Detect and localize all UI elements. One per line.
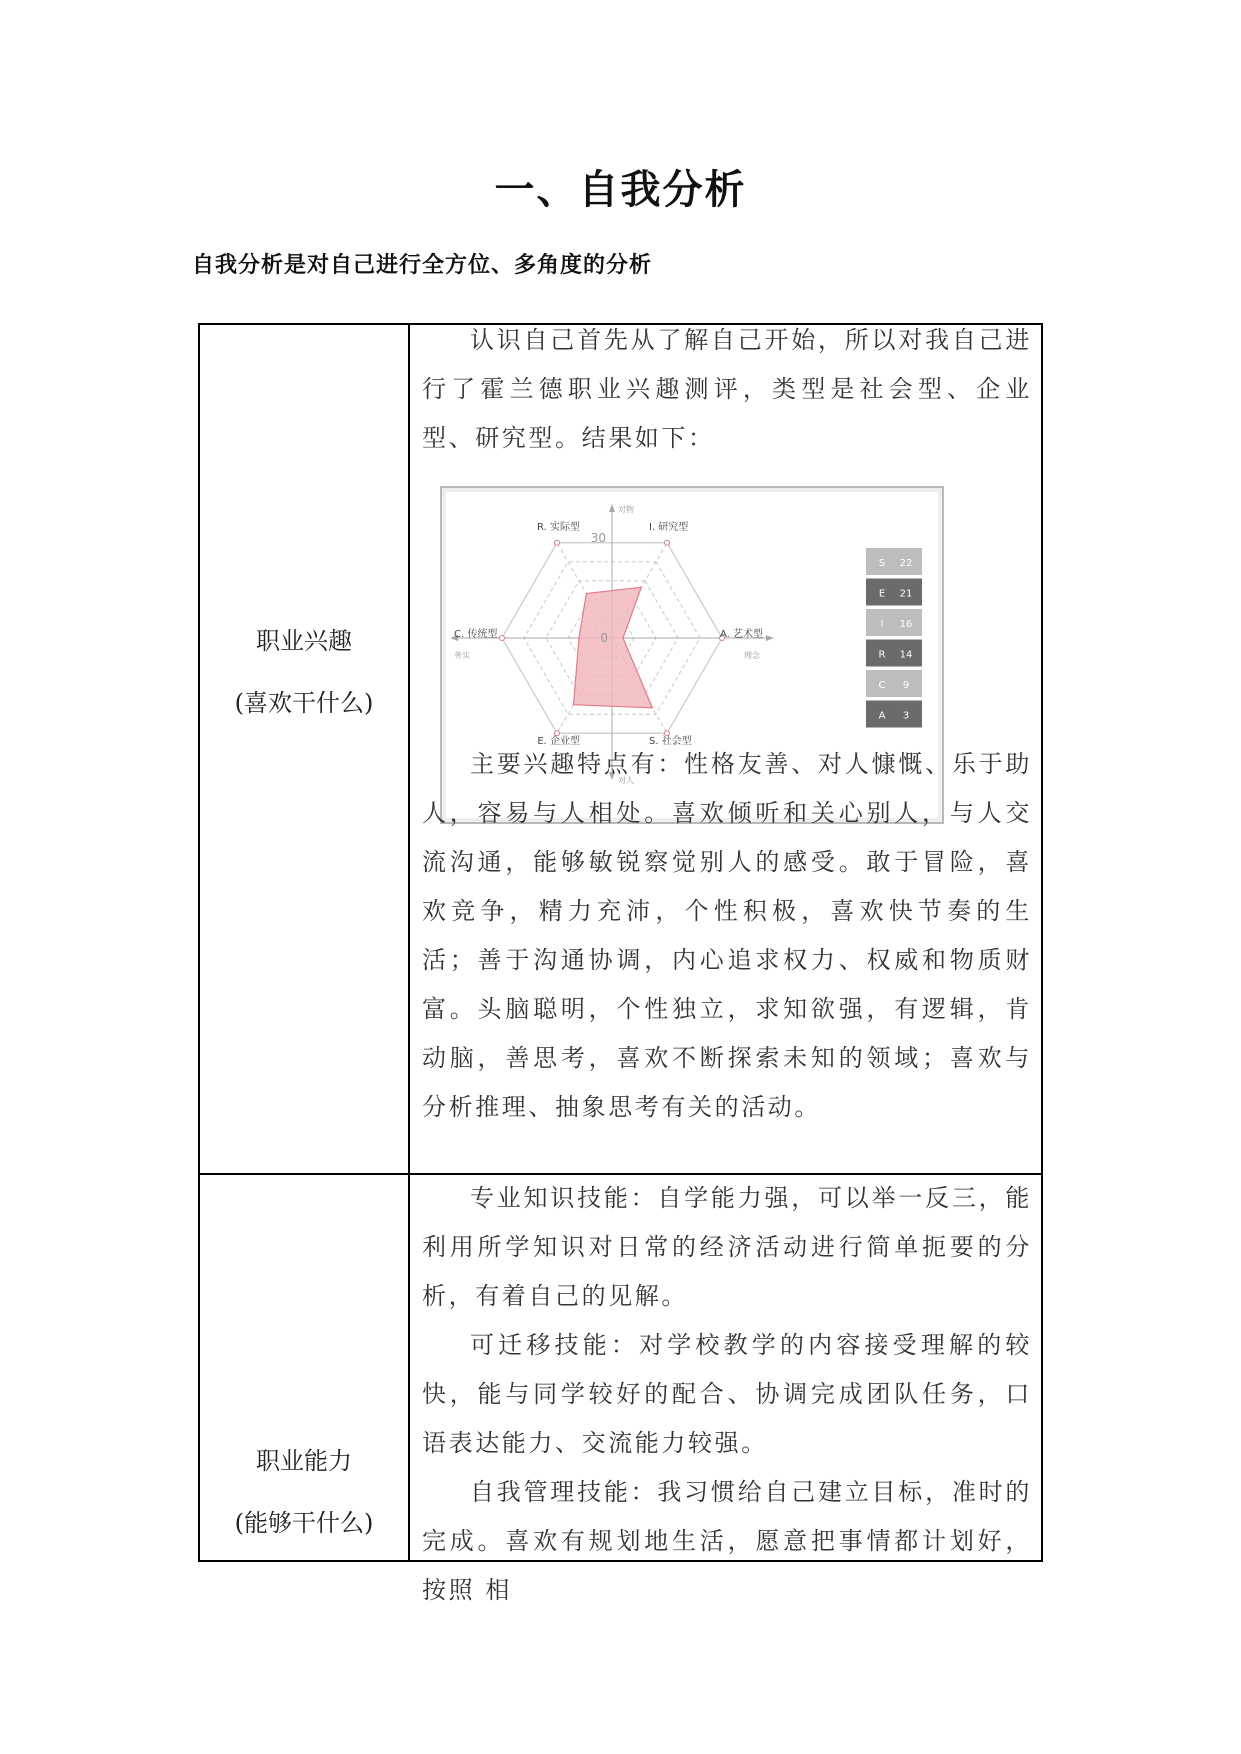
axis-direction-label: 对物 [618,505,634,514]
legend-score: 9 [902,680,910,691]
radar-category-label: I. 研究型 [649,522,689,533]
radar-category-label: A. 艺术型 [720,629,764,640]
legend-swatch [866,670,922,697]
radar-vertex-marker [500,636,505,641]
ability-content [422,1174,1032,1615]
row-label-interest [200,610,408,734]
ability-paragraph: 专业知识技能：自学能力强，可以举一反三，能利用所学知识对日常的经济活动进行简单扼要的分析，有着自己的见解。 [422,1184,1032,1310]
analysis-table [198,323,1043,1604]
row-label-title: 职业兴趣 [256,627,352,655]
interest-intro-text: 认识自己首先从了解自己开始，所以对我自己进行了霍兰德职业兴趣测评，类型是社会型、企业型、研究型。结果如下： [422,326,1032,452]
legend-item [866,579,922,606]
scale-center-label: 0 [600,631,608,645]
legend-code: C [878,680,886,691]
legend-item [866,701,922,728]
axis-direction-label: 务实 [454,651,470,660]
row-label-subtitle: (喜欢干什么) [234,689,374,717]
section-subtitle: 自我分析是对自己进行全方位、多角度的分析 [192,253,653,278]
interest-description-text: 主要兴趣特点有：性格友善、对人慷慨、乐于助人，容易与人相处。喜欢倾听和关心别人，与人交流沟通，能够敏锐察觉别人的感受。敢于冒险，喜欢竞争，精力充沛，个性积极，喜欢快节奏的生活；善于沟通协调，内心追求权力、权威和物质财富。头脑聪明，个性独立，求知欲强，有逻辑，肯动脑，善思考，喜欢不断探索未知的领域；喜欢与分析推理、抽象思考有关的活动。 [422,750,1032,1121]
legend-swatch [866,579,922,606]
legend-swatch [866,640,922,667]
scale-max-label: 30 [590,531,606,545]
legend-score: 14 [899,649,913,661]
legend-code: I [880,619,884,630]
ability-paragraph: 可迁移技能：对学校教学的内容接受理解的较快，能与同学较好的配合、协调完成团队任务，口语表达能力、交流能力较强。 [422,1331,1032,1457]
legend-swatch [866,609,922,636]
radar-vertex-marker [665,731,670,736]
radar-data-area [574,587,653,708]
legend-item [866,548,922,575]
row-label-ability [200,1430,408,1554]
radar-category-label: R. 实际型 [537,522,580,533]
axis-arrow-right-icon [766,635,774,641]
ability-paragraph: 自我管理技能：我习惯给自己建立目标，准时的完成。喜欢有规划地生活，愿意把事情都计划好，按照 相 [422,1478,1032,1604]
legend-swatch [866,548,922,575]
page-title: 一、自我分析 [494,167,747,213]
interest-description [422,740,1032,1132]
legend-score: 21 [899,588,913,600]
row-label-title: 职业能力 [256,1447,352,1475]
legend-swatch [866,701,922,728]
legend-item [866,670,922,697]
legend-code: S [878,558,886,569]
legend-code: R [878,649,886,661]
radar-vertex-marker [555,731,560,736]
legend-score: 3 [902,710,910,722]
radar-category-label: C. 传统型 [454,629,498,640]
radar-vertex-marker [555,540,560,545]
legend-score: 22 [899,558,913,569]
row-label-subtitle: (能够干什么) [234,1509,374,1537]
legend-code: E [878,588,886,600]
interest-intro [422,316,1032,463]
radar-category-label: S. 社会型 [649,736,692,747]
legend-item [866,609,922,636]
legend-item [866,640,922,667]
axis-direction-label: 对人 [618,776,634,785]
radar-category-label: E. 企业型 [537,736,580,747]
legend-code: A [878,710,886,722]
axis-arrow-up-icon [609,504,615,512]
axis-direction-label: 理念 [744,651,760,660]
radar-vertex-marker [665,540,670,545]
legend-score: 16 [899,619,913,630]
column-divider [408,325,410,1560]
